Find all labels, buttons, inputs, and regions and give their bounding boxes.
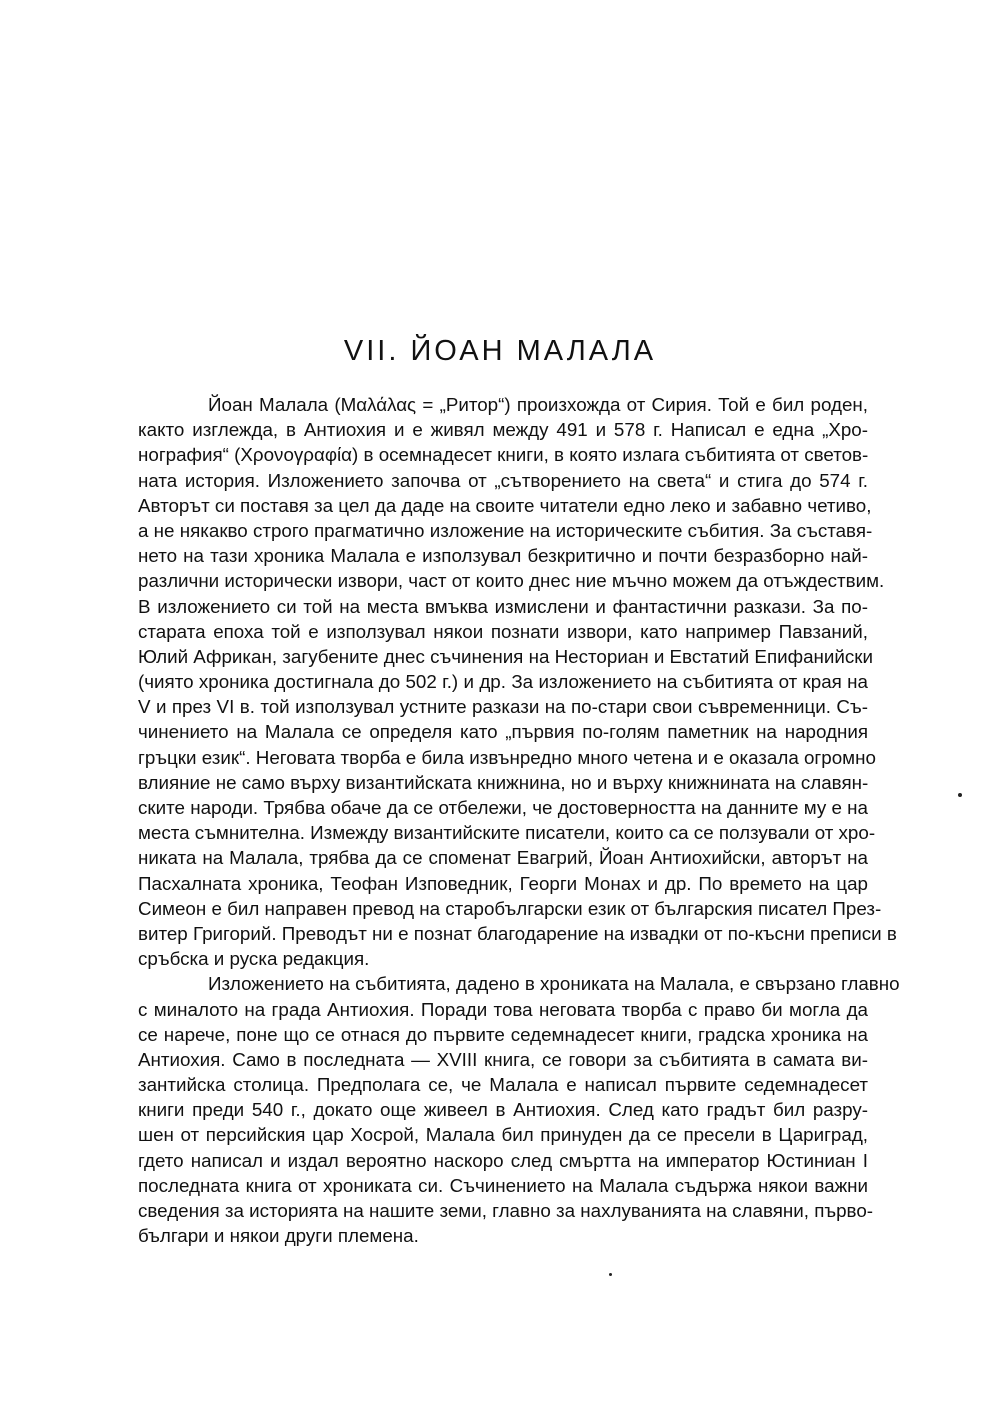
text-line: с миналото на града Антиохия. Поради това неговата творба с право би могла да	[138, 998, 868, 1020]
text-line: шен от персийския цар Хосрой, Малала бил принуден да се пресели в Цариград,	[138, 1124, 868, 1146]
text-line: Авторът си поставя за цел да даде на своите читатели едно леко и забавно четиво,	[138, 494, 872, 516]
text-line: V и през VI в. той използувал устните разкази на по-стари свои съвременници. Съ-	[138, 696, 868, 718]
text-line: българи и някои други племена.	[138, 1225, 419, 1247]
text-line: последната книга от хрониката си. Съчинението на Малала съдържа някои важни	[138, 1174, 868, 1196]
text-line: нето на тази хроника Малала е използувал безкритично и почти безразборно най-	[138, 545, 868, 567]
text-line: Антиохия. Само в последната — XVIII книга, се говори за събитията в самата ви-	[138, 1048, 868, 1070]
text-line: старата епоха той е използувал някои познати извори, като например Павзаний,	[138, 620, 868, 642]
margin-dot-mark	[609, 1273, 612, 1276]
text-line: Йоан Малала (Μαλάλας = „Ритор“) произхожда от Сирия. Той е бил роден,	[208, 394, 868, 415]
paragraph-2	[138, 971, 900, 1248]
text-line: витер Григорий. Преводът ни е познат благодарение на извадки от по-късни преписи в	[138, 922, 897, 944]
body-text	[138, 392, 900, 1248]
text-line: чинението на Малала се определя като „първия по-голям паметник на народния	[138, 721, 868, 743]
text-line: както изглежда, в Антиохия и е живял между 491 и 578 г. Написал е една „Хро-	[138, 419, 868, 441]
text-line: гръцки език“. Неговата творба е била извънредно много четена и е оказала огромно	[138, 746, 876, 768]
text-line: книги преди 540 г., докато още живеел в Антиохия. След като градът бил разру-	[138, 1099, 868, 1121]
text-line: а не някакво строго прагматично изложение на историческите събития. За съставя-	[138, 519, 873, 541]
text-line: (чиято хроника достигнала до 502 г.) и др. За изложението на събитията от края на	[138, 671, 868, 693]
margin-dot-mark	[958, 793, 962, 797]
text-line: ските народи. Трябва обаче да се отбележи, че достоверността на данните му е на	[138, 797, 868, 818]
text-line: нография“ (Χρονογραφία) в осемнадесет книги, в която излага събитията от светов-	[138, 444, 869, 466]
text-line: сведения за историята на нашите земи, главно за нахлуванията на славяни, първо-	[138, 1200, 874, 1221]
text-line: ната история. Изложението започва от „сътворението на света“ и стига до 574 г.	[138, 469, 868, 491]
text-line: Изложението на събитията, дадено в хрониката на Малала, е свързано главно	[208, 973, 900, 995]
chapter-heading: VII. ЙОАН МАЛАЛА	[343, 335, 657, 367]
text-line: Юлий Африкан, загубените днес съчинения на Несториан и Евстатий Епифанийски	[138, 645, 873, 667]
text-line: никата на Малала, трябва да се споменат Евагрий, Йоан Антиохийски, авторът на	[138, 847, 868, 869]
text-line: зантийска столица. Предполага се, че Малала е написал първите седемнадесет	[138, 1074, 868, 1096]
text-line: се нарече, поне що се отнася до първите седемнадесет книги, градска хроника на	[138, 1023, 868, 1045]
text-line: сръбска и руска редакция.	[138, 948, 370, 970]
text-line: места съмнителна. Измежду византийските писатели, които са се ползували от хро-	[138, 822, 876, 844]
text-line: Симеон е бил направен превод на старобългарски език от българския писател През-	[138, 897, 882, 919]
paragraph-1	[138, 392, 897, 971]
text-line: В изложението си той на места вмъква измислени и фантастични разкази. За по-	[138, 595, 868, 617]
text-line: влияние не само върху византийската книжнина, но и върху книжнината на славян-	[138, 771, 869, 793]
text-line: гдето написал и издал вероятно наскоро след смъртта на император Юстиниан I	[138, 1149, 868, 1171]
text-line: различни исторически извори, част от които днес ние мъчно можем да отъждествим.	[138, 570, 885, 592]
text-line: Пасхалната хроника, Теофан Изповедник, Георги Монах и др. По времето на цар	[138, 872, 868, 894]
